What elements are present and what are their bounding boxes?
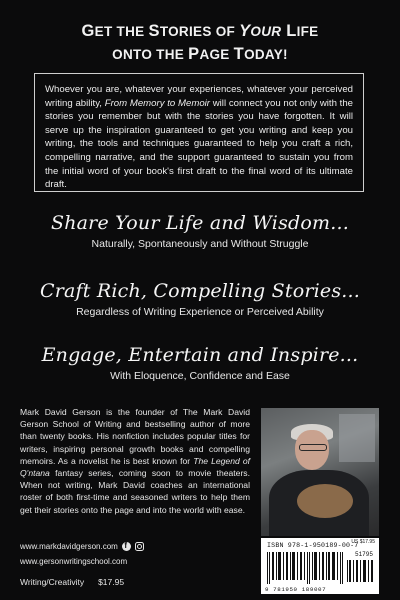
- category-price: [20, 577, 124, 587]
- author-bio: Mark David Gerson is the founder of The Mark David Gerson School of Writing and bestselling author of more than twenty books. His nonfiction includes popular titles for writers, inspiring personal growth books and compelling memoirs. As a novelist he is best known for The Legend of Q'ntana fantasy series, coming soon to movie theaters. When not writing, Mark David coaches an international roster of both first-time and seasoned writers to help them get their stories onto the page and into the world with ease.: [20, 407, 250, 515]
- back-cover-headline: [0, 20, 400, 66]
- headline-line-2: ONTO THE PAGE TODAY!: [112, 45, 288, 63]
- author-photo: [261, 408, 379, 536]
- section-craft: [0, 279, 400, 318]
- section-share-title: Share Your Life and Wisdom...: [51, 212, 349, 234]
- barcode-supplement: 51795: [354, 551, 373, 558]
- series-title: The Legend of Q'ntana: [20, 455, 250, 479]
- intro-book-title: From Memory to Memoir: [104, 97, 210, 109]
- section-share-subtitle: Naturally, Spontaneously and Without Struggle: [91, 238, 309, 250]
- link-row-1: [20, 540, 144, 552]
- isbn-barcode: [261, 538, 379, 594]
- barcode-bars: [265, 550, 375, 584]
- price-label: $17.95: [98, 577, 125, 587]
- intro-text-before: Whoever you are, whatever your experiences, whatever your perceived writing ability,: [45, 84, 353, 109]
- intro-box: [34, 73, 364, 192]
- section-engage-title: Engage, Entertain and Inspire...: [41, 344, 359, 366]
- headline-line-1: GET THE STORIES OF YOUR LIFE: [81, 22, 319, 40]
- website-link[interactable]: www.markdavidgerson.com: [20, 541, 118, 551]
- school-website-link[interactable]: www.gersonwritingschool.com: [20, 556, 128, 566]
- barcode-digits: 9 781950 189007: [265, 586, 327, 593]
- section-craft-subtitle: Regardless of Writing Experience or Perceived Ability: [76, 306, 324, 318]
- link-row-2: [20, 555, 144, 567]
- category-label: Writing/Creativity: [20, 577, 85, 587]
- barcode-price: US $17.95: [351, 539, 375, 545]
- section-share: [0, 211, 400, 250]
- section-craft-title: Craft Rich, Compelling Stories...: [39, 280, 361, 302]
- section-engage: [0, 343, 400, 382]
- facebook-icon[interactable]: [122, 542, 131, 551]
- author-links: [20, 540, 144, 570]
- instagram-icon[interactable]: [135, 542, 144, 551]
- intro-text-after: will connect you not only with the stories you remember but with the stories you have forgotten. It will serve up the inspiration guaranteed to get you writing and keep you writing, the tools and techniques guaranteed to help you craft a rich, compelling narrative, and the support guaranteed to sustain you from the initial word of your book's first draft to the final word of its ultimate draft.: [45, 97, 353, 191]
- section-engage-subtitle: With Eloquence, Confidence and Ease: [110, 370, 290, 382]
- isbn-label: ISBN 978-1-950189-00-7: [267, 542, 359, 549]
